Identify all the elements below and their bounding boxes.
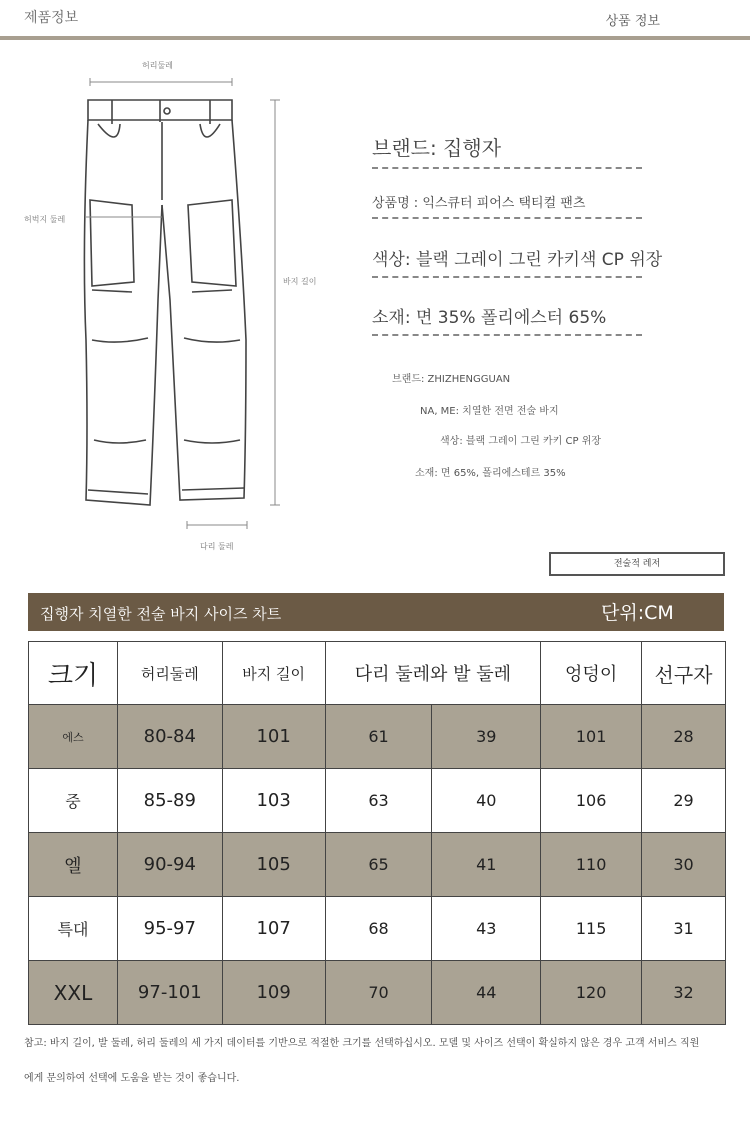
- thigh-dimension-label: 허벅지 둘레: [24, 215, 66, 224]
- size-cell: 엘: [29, 833, 118, 897]
- hem-dimension-label: 다리 둘레: [200, 542, 234, 551]
- header-length: 바지 길이: [222, 642, 325, 705]
- table-row: [29, 897, 726, 961]
- style-tag: 전술적 레저: [549, 552, 725, 576]
- alt-spec-color: 색상: 블랙 그레이 그린 카키 CP 위장: [440, 436, 602, 447]
- pants-diagram: [0, 0, 750, 560]
- length-cell: 107: [222, 897, 325, 961]
- hip-cell: 115: [541, 897, 642, 961]
- size-cell: 특대: [29, 897, 118, 961]
- length-cell: 101: [222, 705, 325, 769]
- hip-cell: 120: [541, 961, 642, 1025]
- alt-spec-material: 소재: 면 65%, 폴리에스테르 35%: [415, 468, 566, 479]
- hem-cell: 40: [432, 769, 541, 833]
- header-size: 크기: [29, 642, 118, 705]
- hem-cell: 41: [432, 833, 541, 897]
- alt-spec-brand: 브랜드: ZHIZHENGGUAN: [392, 374, 511, 385]
- hip-cell: 110: [541, 833, 642, 897]
- waist-cell: 90-94: [117, 833, 222, 897]
- leg-cell: 61: [325, 705, 432, 769]
- hip-cell: 106: [541, 769, 642, 833]
- spec-color-text: 색상: 블랙 그레이 그린 카키색 CP 위장: [372, 250, 663, 270]
- size-chart-title-bar: [28, 593, 724, 631]
- spec-material-text: 소재: 면 35% 폴리에스터 65%: [372, 308, 607, 328]
- spec-product-name: [372, 192, 642, 219]
- extra-cell: 32: [642, 961, 726, 1025]
- table-row: [29, 705, 726, 769]
- size-chart-table: [28, 641, 726, 1025]
- spec-divider: [372, 334, 642, 336]
- header-title-left: 제품정보: [24, 10, 79, 26]
- size-chart-title: 집행자 치열한 전술 바지 사이즈 차트: [40, 605, 282, 623]
- spec-brand: [372, 132, 642, 169]
- spec-name-text: 상품명 : 익스큐터 피어스 택티컬 팬츠: [372, 196, 586, 211]
- spec-divider: [372, 217, 642, 219]
- extra-cell: 28: [642, 705, 726, 769]
- alt-spec-name: NA, ME: 치열한 전면 전술 바지: [420, 406, 559, 417]
- waist-dimension-label: 허리둘레: [142, 61, 173, 70]
- header-hip: 엉덩이: [541, 642, 642, 705]
- header-waist: 허리둘레: [117, 642, 222, 705]
- waist-cell: 95-97: [117, 897, 222, 961]
- extra-cell: 31: [642, 897, 726, 961]
- leg-cell: 68: [325, 897, 432, 961]
- extra-cell: 30: [642, 833, 726, 897]
- size-cell: 에스: [29, 705, 118, 769]
- leg-cell: 65: [325, 833, 432, 897]
- hip-cell: 101: [541, 705, 642, 769]
- spec-material: [372, 303, 642, 336]
- length-cell: 109: [222, 961, 325, 1025]
- waist-cell: 97-101: [117, 961, 222, 1025]
- header-leg-hem: 다리 둘레와 발 둘레: [325, 642, 541, 705]
- spec-color: [372, 245, 702, 278]
- spec-divider: [372, 167, 642, 169]
- length-cell: 103: [222, 769, 325, 833]
- table-row: [29, 833, 726, 897]
- hem-cell: 44: [432, 961, 541, 1025]
- hem-cell: 43: [432, 897, 541, 961]
- length-cell: 105: [222, 833, 325, 897]
- spec-brand-text: 브랜드: 집행자: [372, 136, 502, 160]
- table-row: [29, 961, 726, 1025]
- waist-cell: 85-89: [117, 769, 222, 833]
- leg-cell: 63: [325, 769, 432, 833]
- header-extra: 선구자: [642, 642, 726, 705]
- table-row: [29, 769, 726, 833]
- leg-cell: 70: [325, 961, 432, 1025]
- size-cell: 중: [29, 769, 118, 833]
- length-dimension-label: 바지 길이: [283, 277, 317, 286]
- header-title-right: 상품 정보: [605, 14, 660, 29]
- table-header-row: [29, 642, 726, 705]
- waist-cell: 80-84: [117, 705, 222, 769]
- hem-cell: 39: [432, 705, 541, 769]
- spec-divider: [372, 276, 642, 278]
- size-cell: XXL: [29, 961, 118, 1025]
- size-chart-unit: 단위:CM: [601, 602, 674, 624]
- footnote-line-1: 참고: 바지 길이, 발 둘레, 허리 둘레의 세 가지 데이터를 기반으로 적절한 크기를 선택하십시오. 모델 및 사이즈 선택이 확실하지 않은 경우 고객 서비스 직원: [24, 1038, 700, 1049]
- extra-cell: 29: [642, 769, 726, 833]
- footnote-line-2: 에게 문의하여 선택에 도움을 받는 것이 좋습니다.: [24, 1073, 240, 1084]
